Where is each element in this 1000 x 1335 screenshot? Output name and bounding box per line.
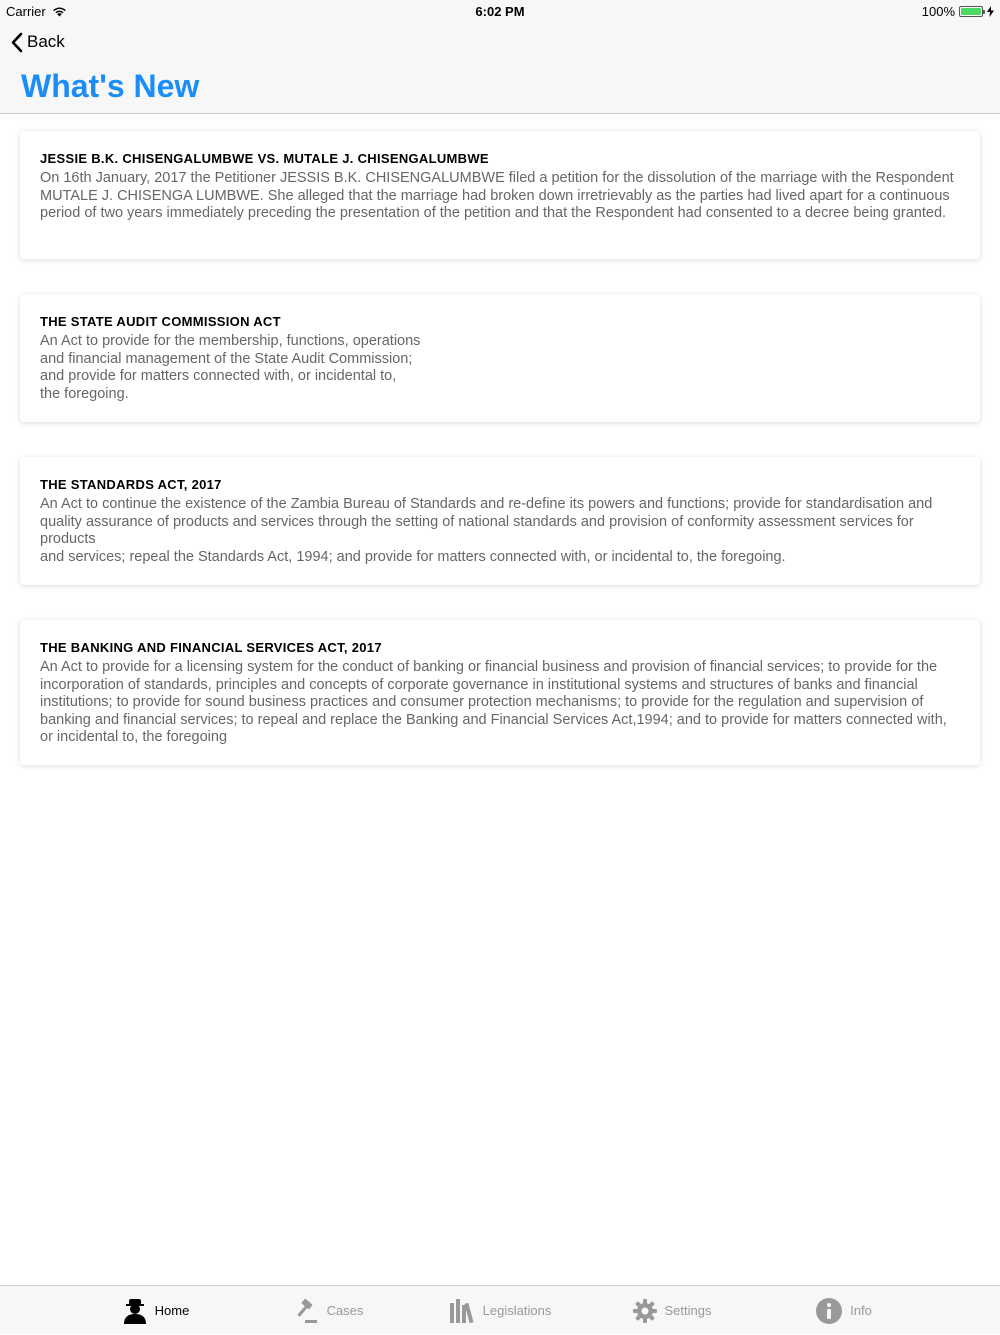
news-card-title: THE BANKING AND FINANCIAL SERVICES ACT, 2017 <box>40 640 382 655</box>
news-card[interactable] <box>20 131 980 259</box>
news-card-body: An Act to provide for the membership, functions, operations and financial management of the State Audit Commission; and provide for matters connected with, or incidental to, the foregoing. <box>40 333 421 402</box>
news-card-body: An Act to continue the existence of the Zambia Bureau of Standards and re-define its powers and functions; provide for standardisation and quality assurance of products and services through the setting of national standards and provision of conformity assessment services for products and services; repeal the Standards Act, 1994; and provide for matters connected with, or incidental to, the foregoing. <box>40 496 933 565</box>
status-right <box>922 4 994 19</box>
battery-percent: 100% <box>921 4 955 19</box>
news-card-title: THE STATE AUDIT COMMISSION ACT <box>40 314 281 329</box>
tab-info-label: Info <box>850 1303 872 1318</box>
news-card-title: JESSIE B.K. CHISENGALUMBWE VS. MUTALE J. CHISENGALUMBWE <box>40 151 489 166</box>
news-card-body: An Act to provide for a licensing system for the conduct of banking or financial business and provision of financial services; to provide for the incorporation of standards, principles and concepts of corporate governance in institutional systems and structures of banks and financial institutions; to provide for sound business practices and consumer protection mechanisms; to provide for the regulation and supervision of banking and financial services; to repeal and replace the Banking and Financial Services Act,1994; and to provide for matters connected with, or incidental to, the foregoing <box>40 659 947 745</box>
tab-home[interactable] <box>70 1286 242 1335</box>
tab-legislations[interactable] <box>414 1286 586 1335</box>
person-icon <box>123 1298 147 1324</box>
news-card-title: THE STANDARDS ACT, 2017 <box>40 477 222 492</box>
tab-settings[interactable] <box>586 1286 758 1335</box>
back-label: Back <box>27 32 65 51</box>
news-card[interactable] <box>20 294 980 422</box>
charging-bolt-icon <box>987 6 994 17</box>
carrier-label: Carrier <box>6 4 46 19</box>
news-card[interactable] <box>20 620 980 765</box>
status-bar <box>0 0 1000 22</box>
tab-settings-label: Settings <box>664 1303 712 1318</box>
chevron-left-icon <box>10 32 23 53</box>
tab-info[interactable] <box>758 1286 930 1335</box>
tab-cases[interactable] <box>242 1286 414 1335</box>
books-icon <box>449 1299 475 1323</box>
tab-cases-label: Cases <box>326 1303 364 1318</box>
navigation-bar <box>0 22 1000 114</box>
tab-bar <box>0 1285 1000 1334</box>
battery-icon <box>959 6 983 17</box>
tab-home-label: Home <box>154 1303 190 1318</box>
back-button[interactable] <box>10 30 65 54</box>
news-card-body: On 16th January, 2017 the Petitioner JESSIS B.K. CHISENGALUMBWE filed a petition for the dissolution of the marriage with the Respondent MUTALE J. CHISENGA LUMBWE. She alleged that the marriage had broken down irretrievably as the parties had lived apart for a continuous period of two years immediately preceding the presentation of the petition and that the Respondent had consented to a decree being granted. <box>40 170 954 221</box>
gavel-icon <box>293 1298 319 1324</box>
news-card[interactable] <box>20 457 980 585</box>
info-icon <box>816 1298 842 1324</box>
tab-legislations-label: Legislations <box>482 1303 552 1318</box>
status-time: 6:02 PM <box>475 4 525 19</box>
page-title: What's New <box>21 68 200 104</box>
gear-icon <box>633 1299 657 1323</box>
